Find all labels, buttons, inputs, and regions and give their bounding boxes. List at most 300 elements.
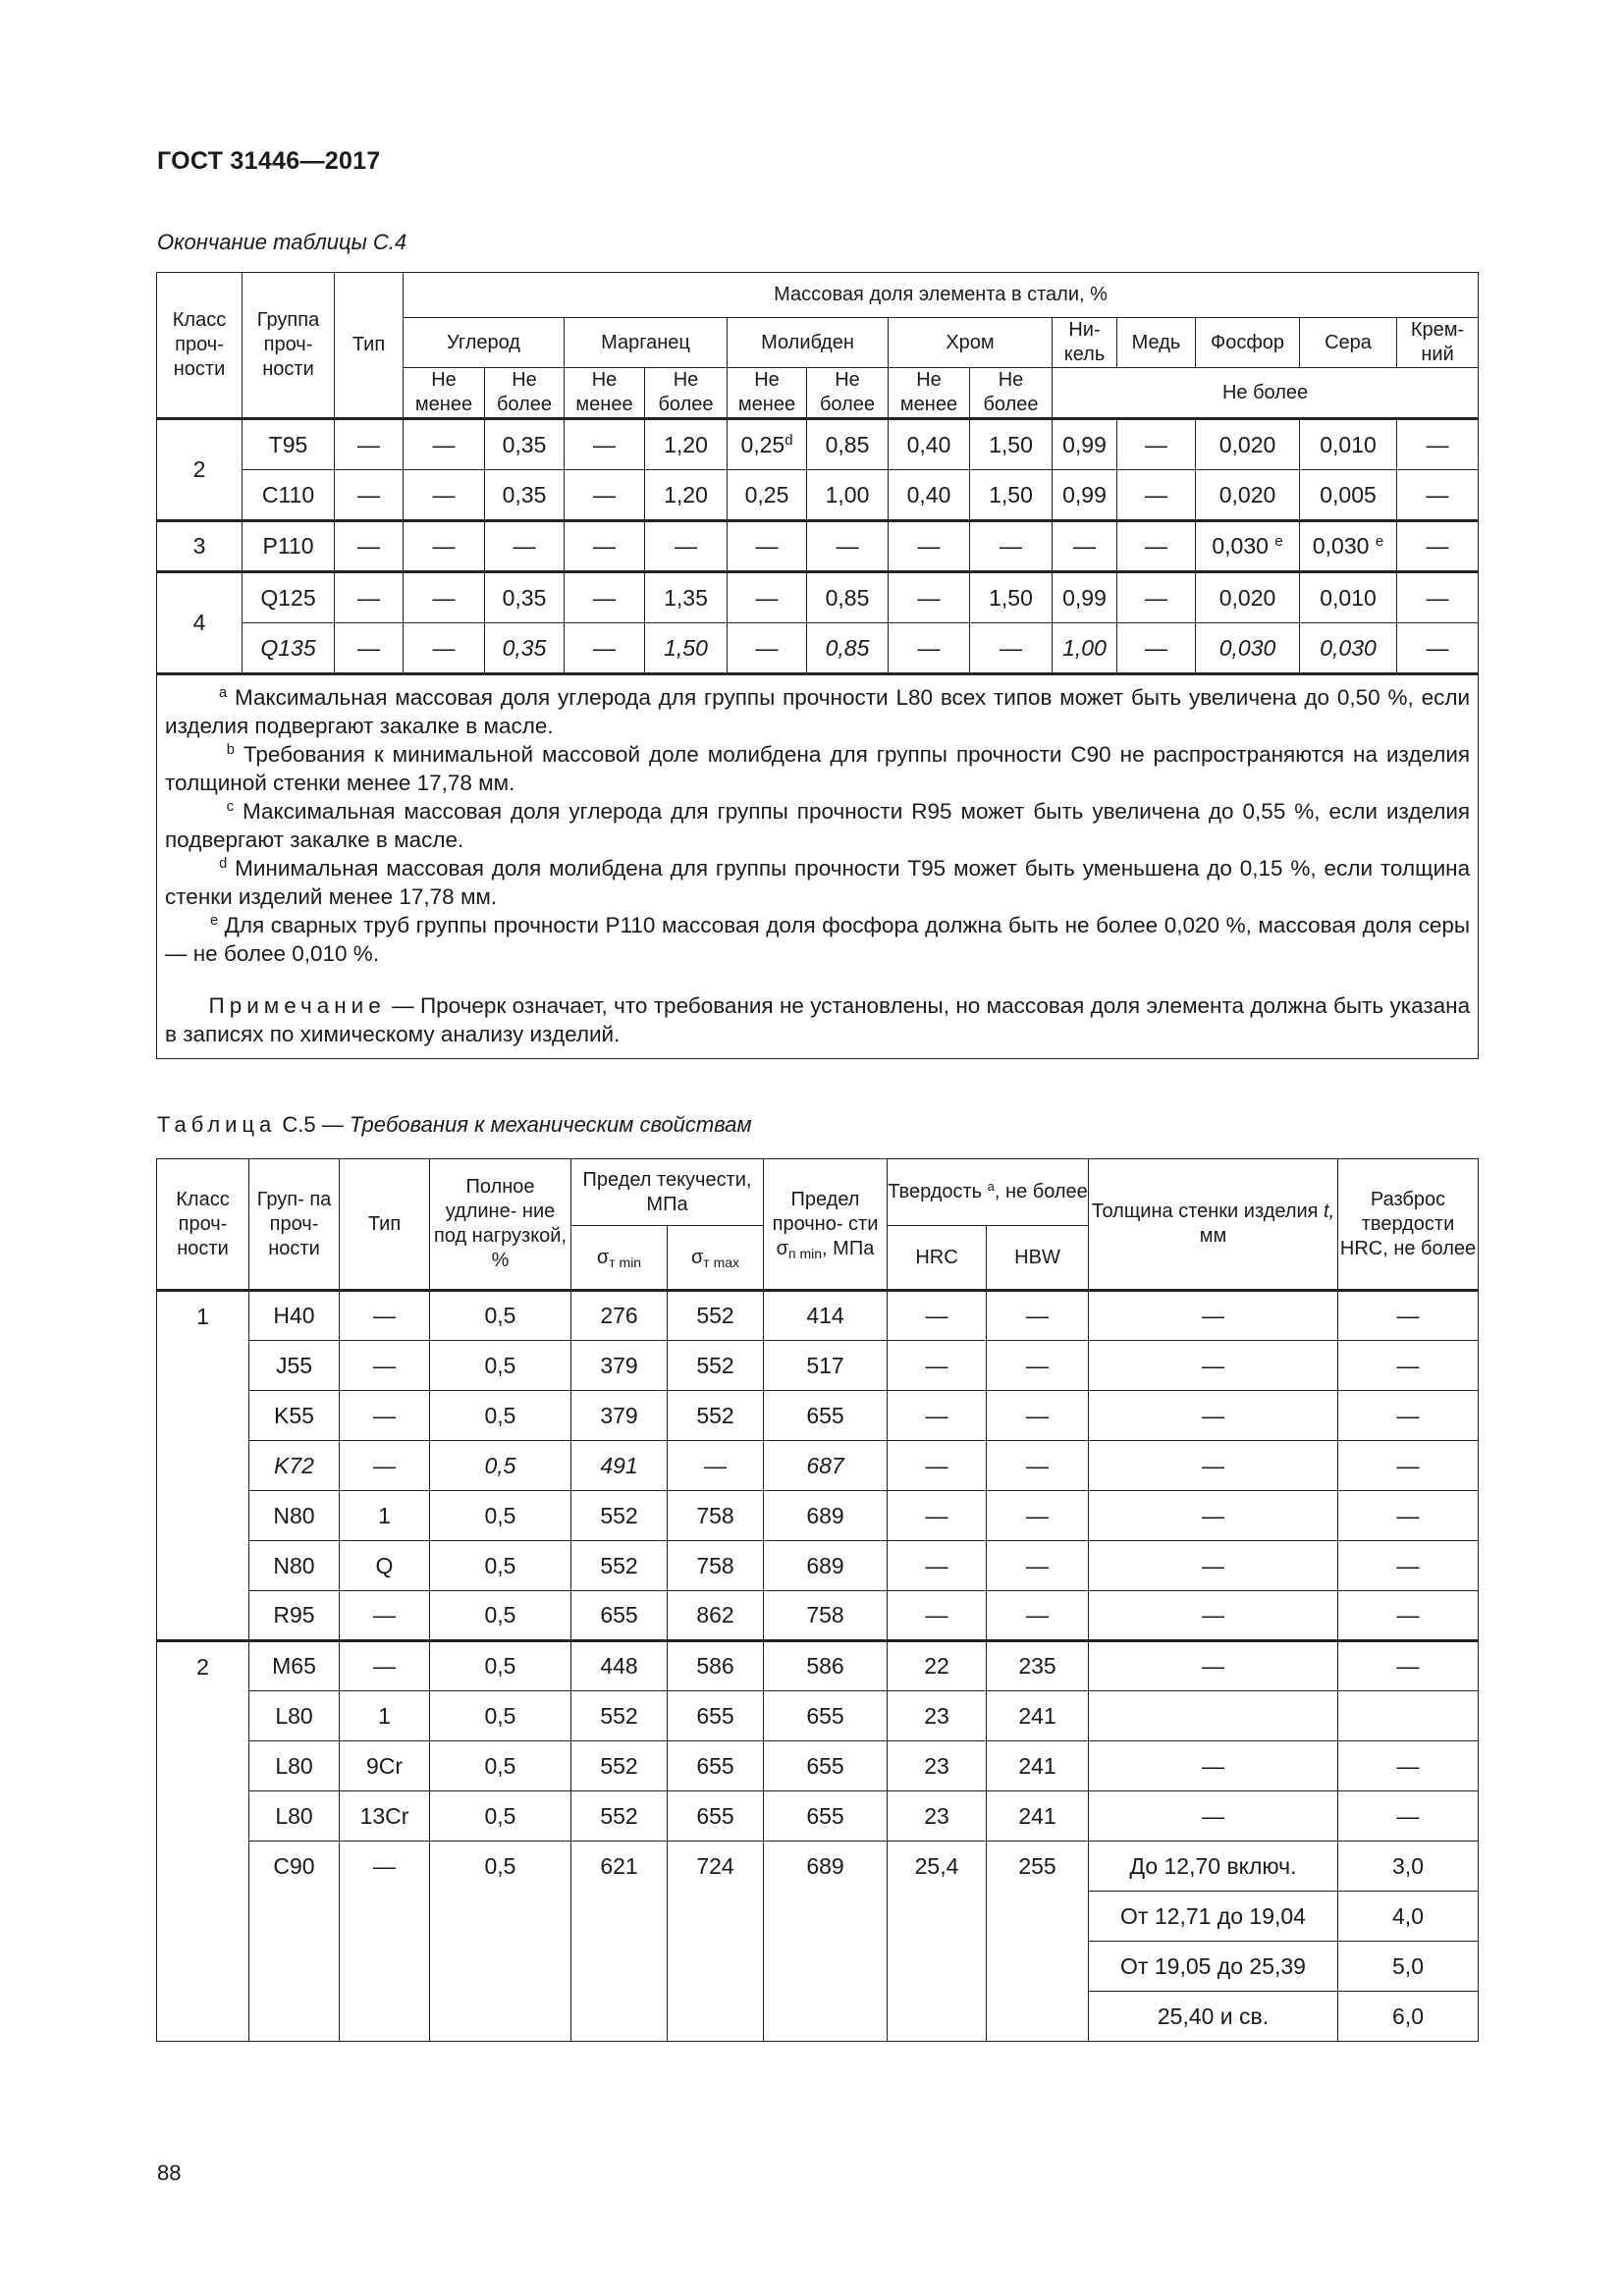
cell: 0,005 — [1300, 470, 1397, 521]
cell: — — [1117, 521, 1196, 572]
cell: 655 — [764, 1791, 888, 1842]
cell: 552 — [571, 1791, 668, 1842]
cell: 655 — [571, 1591, 668, 1641]
cell-group: P110 — [243, 521, 335, 572]
yield-max-subscript: т max — [703, 1254, 740, 1270]
cell: — — [1338, 1741, 1479, 1791]
cell: — — [565, 572, 645, 623]
header-nickel: Ни- кель — [1053, 318, 1117, 368]
cell: 0,40 — [889, 419, 970, 470]
caption-title: Требования к механическим свойствам — [349, 1112, 752, 1137]
table-footnotes — [157, 674, 1479, 1059]
cell — [1196, 521, 1300, 572]
header-hbw: HBW — [987, 1226, 1089, 1291]
cell: — — [404, 470, 485, 521]
cell: — — [987, 1491, 1089, 1541]
cell-group: C90 — [249, 1842, 340, 2042]
cell: — — [340, 1641, 430, 1691]
cell-spread: 3,0 — [1338, 1842, 1479, 1892]
tensile-unit: , МПа — [822, 1237, 875, 1259]
header-phosphorus: Фосфор — [1196, 318, 1300, 368]
cell: 758 — [668, 1491, 764, 1541]
cell-group: M65 — [249, 1641, 340, 1691]
cell: 1,00 — [1053, 623, 1117, 674]
cell-class: 3 — [157, 521, 243, 572]
cell: 0,5 — [430, 1791, 571, 1842]
cell: 862 — [668, 1591, 764, 1641]
cell: 0,5 — [430, 1541, 571, 1591]
cell: — — [1089, 1641, 1338, 1691]
cell-group: Q135 — [243, 623, 335, 674]
table-row — [157, 1591, 1479, 1641]
cell: — — [1338, 1291, 1479, 1341]
cell: 0,25 — [728, 470, 807, 521]
footnote-c — [165, 797, 1470, 854]
cell: — — [970, 623, 1053, 674]
cell: 689 — [764, 1541, 888, 1591]
cell: — — [987, 1391, 1089, 1441]
cell: 1,50 — [970, 572, 1053, 623]
cell: — — [889, 623, 970, 674]
cell: — — [728, 521, 807, 572]
cell: 0,020 — [1196, 470, 1300, 521]
cell: — — [340, 1291, 430, 1341]
table-row — [157, 1291, 1479, 1341]
footnote-ref: d — [784, 431, 793, 449]
wall-label: Толщина стенки изделия — [1091, 1201, 1319, 1222]
cell: 758 — [668, 1541, 764, 1591]
table-row — [157, 572, 1479, 623]
cell: 0,40 — [889, 470, 970, 521]
cell-value: 0,030 — [1212, 533, 1269, 559]
cell: 1,50 — [970, 419, 1053, 470]
cell: 724 — [668, 1842, 764, 2042]
cell: 1,00 — [807, 470, 889, 521]
cell: 0,35 — [485, 419, 565, 470]
cell: 0,99 — [1053, 470, 1117, 521]
cell: — — [1338, 1641, 1479, 1691]
cell-group: L80 — [249, 1741, 340, 1791]
cell-spread: 6,0 — [1338, 1992, 1479, 2042]
cell: 414 — [764, 1291, 888, 1341]
cell: 621 — [571, 1842, 668, 2042]
cell-group: L80 — [249, 1691, 340, 1741]
cell: — — [1117, 623, 1196, 674]
cell: — — [565, 470, 645, 521]
cell: — — [1397, 419, 1479, 470]
cell: — — [888, 1591, 987, 1641]
header-min: Не менее — [728, 368, 807, 419]
cell: — — [888, 1391, 987, 1441]
cell: — — [888, 1291, 987, 1341]
cell: 23 — [888, 1791, 987, 1842]
cell-group: R95 — [249, 1591, 340, 1641]
cell: — — [565, 521, 645, 572]
cell: — — [888, 1441, 987, 1491]
cell: 552 — [668, 1291, 764, 1341]
table-note — [165, 991, 1470, 1048]
cell: — — [1338, 1391, 1479, 1441]
cell: 0,5 — [430, 1842, 571, 2042]
footnote-mark: b — [226, 741, 235, 758]
header-class: Класс проч- ности — [157, 1159, 249, 1291]
header-copper: Медь — [1117, 318, 1196, 368]
cell: 25,4 — [888, 1842, 987, 2042]
cell: 0,5 — [430, 1741, 571, 1791]
cell: 0,85 — [807, 572, 889, 623]
yield-min-subscript: т min — [609, 1254, 642, 1270]
cell: 379 — [571, 1341, 668, 1391]
cell: — — [565, 419, 645, 470]
cell: — — [1397, 521, 1479, 572]
cell: — — [335, 470, 404, 521]
cell-wall-range: От 12,71 до 19,04 — [1089, 1892, 1338, 1942]
cell: 552 — [571, 1541, 668, 1591]
cell: — — [987, 1441, 1089, 1491]
cell-value: 0,25 — [740, 431, 785, 457]
header-class: Класс проч- ности — [157, 273, 243, 419]
cell: 0,35 — [485, 623, 565, 674]
wall-variable: t, — [1318, 1201, 1335, 1222]
cell-group: J55 — [249, 1341, 340, 1391]
table-c5 — [156, 1158, 1479, 2042]
cell: 655 — [668, 1791, 764, 1842]
cell-wall-range: До 12,70 включ. — [1089, 1842, 1338, 1892]
tensile-label: Предел прочно- сти — [772, 1188, 879, 1235]
cell: 552 — [571, 1741, 668, 1791]
cell: 586 — [764, 1641, 888, 1691]
cell-group: K72 — [249, 1441, 340, 1491]
cell: — — [1338, 1341, 1479, 1391]
cell — [1089, 1691, 1338, 1741]
cell: — — [987, 1291, 1089, 1341]
cell: 0,35 — [485, 572, 565, 623]
cell: — — [335, 521, 404, 572]
header-hrc: HRC — [888, 1226, 987, 1291]
cell-group: N80 — [249, 1491, 340, 1541]
cell: Q — [340, 1541, 430, 1591]
footnote-ref: e — [1274, 532, 1283, 550]
table-row — [157, 1741, 1479, 1791]
footnote-d — [165, 854, 1470, 911]
cell: 241 — [987, 1691, 1089, 1741]
header-manganese: Марганец — [565, 318, 728, 368]
cell: — — [728, 623, 807, 674]
cell: — — [888, 1541, 987, 1591]
sigma-symbol: σ — [776, 1237, 789, 1259]
footnote-ref: a — [987, 1178, 995, 1194]
cell-group: N80 — [249, 1541, 340, 1591]
footnotes-cell — [157, 674, 1479, 1059]
cell: — — [1397, 470, 1479, 521]
cell: 1,20 — [645, 419, 728, 470]
cell: 655 — [764, 1391, 888, 1441]
cell: — — [987, 1591, 1089, 1641]
cell: — — [404, 521, 485, 572]
cell: — — [1117, 572, 1196, 623]
table-row — [157, 1341, 1479, 1391]
footnote-mark: a — [219, 684, 228, 701]
header-tensile — [764, 1159, 888, 1291]
table-row — [157, 470, 1479, 521]
cell: 241 — [987, 1791, 1089, 1842]
cell: — — [888, 1341, 987, 1391]
header-group: Группа проч- ности — [243, 273, 335, 419]
cell-group: K55 — [249, 1391, 340, 1441]
cell: — — [335, 623, 404, 674]
footnote-text: Максимальная массовая доля углерода для группы прочности L80 всех типов может быть увеличена до 0,50 %, если изделия подвергают закалке в масле. — [165, 685, 1471, 738]
cell: 552 — [571, 1491, 668, 1541]
cell: — — [1089, 1391, 1338, 1441]
header-hardness — [888, 1159, 1089, 1226]
cell: 235 — [987, 1641, 1089, 1691]
cell: 0,5 — [430, 1341, 571, 1391]
cell: — — [1338, 1441, 1479, 1491]
sigma-symbol: σ — [690, 1246, 704, 1268]
cell: — — [340, 1441, 430, 1491]
cell: 22 — [888, 1641, 987, 1691]
footnote-mark: c — [226, 798, 235, 815]
cell: 586 — [668, 1641, 764, 1691]
cell — [1338, 1691, 1479, 1741]
header-yield-max — [668, 1226, 764, 1291]
cell: — — [1089, 1441, 1338, 1491]
cell: 0,35 — [485, 470, 565, 521]
header-molybdenum: Молибден — [728, 318, 889, 368]
cell: 552 — [668, 1341, 764, 1391]
cell: — — [807, 521, 889, 572]
cell: 0,030 — [1196, 623, 1300, 674]
cell: 379 — [571, 1391, 668, 1441]
header-wall-thickness — [1089, 1159, 1338, 1291]
cell: 241 — [987, 1741, 1089, 1791]
cell: 1,20 — [645, 470, 728, 521]
cell: 0,99 — [1053, 419, 1117, 470]
cell-spread: 4,0 — [1338, 1892, 1479, 1942]
cell: — — [889, 572, 970, 623]
table-c4 — [156, 272, 1479, 1059]
cell-group: Q125 — [243, 572, 335, 623]
header-sulfur: Сера — [1300, 318, 1397, 368]
note-text: — Прочерк означает, что требования не установлены, но массовая доля элемента должна быть указана в записях по химическому анализу изделий. — [165, 993, 1471, 1046]
cell: 255 — [987, 1842, 1089, 2042]
table-row — [157, 521, 1479, 572]
cell: 0,030 — [1300, 623, 1397, 674]
cell: 0,5 — [430, 1691, 571, 1741]
table-row — [157, 1441, 1479, 1491]
note-label: Примечание — [208, 993, 386, 1018]
cell: — — [1089, 1591, 1338, 1641]
cell: 552 — [571, 1691, 668, 1741]
header-group: Груп- па проч- ности — [249, 1159, 340, 1291]
header-max: Не более — [807, 368, 889, 419]
cell: 0,010 — [1300, 572, 1397, 623]
cell: 655 — [668, 1741, 764, 1791]
cell: 1,50 — [645, 623, 728, 674]
cell: 1 — [340, 1491, 430, 1541]
cell: 0,85 — [807, 419, 889, 470]
cell: 0,020 — [1196, 572, 1300, 623]
cell-value: 0,030 — [1312, 533, 1370, 559]
footnote-e — [165, 911, 1470, 968]
header-min: Не менее — [404, 368, 485, 419]
table-c4-caption: Окончание таблицы С.4 — [157, 230, 407, 254]
footnote-text: Минимальная массовая доля молибдена для группы прочности Т95 может быть уменьшена до 0,15 %, если толщина стенки изделий менее 17,78 мм. — [165, 856, 1471, 909]
cell — [728, 419, 807, 470]
header-type: Тип — [340, 1159, 430, 1291]
table-row — [157, 1391, 1479, 1441]
footnote-ref: e — [1375, 532, 1384, 550]
footnote-mark: e — [209, 912, 219, 929]
cell: — — [888, 1491, 987, 1541]
cell: 0,5 — [430, 1391, 571, 1441]
cell: — — [987, 1541, 1089, 1591]
cell-spread: 5,0 — [1338, 1942, 1479, 1992]
cell: 687 — [764, 1441, 888, 1491]
wall-unit: мм — [1199, 1225, 1227, 1247]
cell: — — [1338, 1791, 1479, 1842]
header-elongation: Полное удлине- ние под нагрузкой, % — [430, 1159, 571, 1291]
table-row — [157, 1641, 1479, 1691]
cell: — — [1089, 1741, 1338, 1791]
cell-class: 1 — [157, 1291, 249, 1641]
cell: — — [728, 572, 807, 623]
cell: — — [1397, 623, 1479, 674]
header-min: Не менее — [889, 368, 970, 419]
cell: — — [340, 1842, 430, 2042]
cell: — — [1089, 1541, 1338, 1591]
cell: 491 — [571, 1441, 668, 1491]
header-min: Не менее — [565, 368, 645, 419]
sigma-symbol: σ — [596, 1246, 610, 1268]
cell: — — [889, 521, 970, 572]
cell: 0,5 — [430, 1641, 571, 1691]
tensile-subscript: п min — [788, 1245, 823, 1261]
cell: — — [340, 1341, 430, 1391]
cell — [1300, 521, 1397, 572]
cell: — — [1089, 1491, 1338, 1541]
page-number: 88 — [157, 2161, 182, 2185]
cell: — — [340, 1391, 430, 1441]
header-max: Не более — [485, 368, 565, 419]
table-c5-caption — [157, 1112, 752, 1138]
cell: — — [1338, 1541, 1479, 1591]
header-yield-min — [571, 1226, 668, 1291]
cell: — — [335, 572, 404, 623]
cell-group: T95 — [243, 419, 335, 470]
cell-group: L80 — [249, 1791, 340, 1842]
cell: — — [987, 1341, 1089, 1391]
cell: 552 — [668, 1391, 764, 1441]
cell: 655 — [764, 1741, 888, 1791]
header-mass-fraction: Массовая доля элемента в стали, % — [404, 273, 1479, 318]
cell: 0,010 — [1300, 419, 1397, 470]
header-chromium: Хром — [889, 318, 1053, 368]
header-max: Не более — [970, 368, 1053, 419]
cell: 0,020 — [1196, 419, 1300, 470]
table-row — [157, 623, 1479, 674]
cell: 0,99 — [1053, 572, 1117, 623]
cell: — — [970, 521, 1053, 572]
cell: — — [404, 623, 485, 674]
cell: — — [1089, 1341, 1338, 1391]
header-max-all: Не более — [1053, 368, 1479, 419]
cell: 758 — [764, 1591, 888, 1641]
cell: 448 — [571, 1641, 668, 1691]
document-header: ГОСТ 31446—2017 — [157, 147, 381, 175]
cell: 689 — [764, 1491, 888, 1541]
footnote-mark: d — [219, 855, 228, 872]
cell: — — [1338, 1591, 1479, 1641]
cell: — — [404, 572, 485, 623]
table-row — [157, 1791, 1479, 1842]
cell: 0,5 — [430, 1591, 571, 1641]
cell: 1,50 — [970, 470, 1053, 521]
cell: — — [1338, 1491, 1479, 1541]
cell: 0,5 — [430, 1491, 571, 1541]
table-row — [157, 1691, 1479, 1741]
cell: — — [1089, 1791, 1338, 1842]
footnote-b — [165, 740, 1470, 797]
cell-group: H40 — [249, 1291, 340, 1341]
cell: — — [404, 419, 485, 470]
cell: — — [645, 521, 728, 572]
footnote-text: Максимальная массовая доля углерода для группы прочности R95 может быть увеличена до 0,55 %, если изделия подвергают закалке в масле. — [165, 799, 1471, 852]
cell: — — [1117, 470, 1196, 521]
cell: 9Cr — [340, 1741, 430, 1791]
table-row — [157, 419, 1479, 470]
cell: 1 — [340, 1691, 430, 1741]
caption-label: Таблица — [157, 1112, 277, 1137]
cell: 276 — [571, 1291, 668, 1341]
cell-wall-range: От 19,05 до 25,39 — [1089, 1942, 1338, 1992]
header-yield: Предел текучести, МПа — [571, 1159, 764, 1226]
cell: — — [1089, 1291, 1338, 1341]
cell-class: 2 — [157, 419, 243, 521]
cell-class: 2 — [157, 1641, 249, 2042]
cell-class: 4 — [157, 572, 243, 674]
cell: 0,85 — [807, 623, 889, 674]
header-carbon: Углерод — [404, 318, 565, 368]
hardness-label: Твердость — [888, 1181, 983, 1202]
cell-wall-range: 25,40 и св. — [1089, 1992, 1338, 2042]
table-row — [157, 1491, 1479, 1541]
cell: — — [1397, 572, 1479, 623]
cell: 23 — [888, 1691, 987, 1741]
table-row — [157, 1842, 1479, 1892]
cell: 1,35 — [645, 572, 728, 623]
cell: 0,5 — [430, 1291, 571, 1341]
table-row — [157, 1541, 1479, 1591]
cell: — — [340, 1591, 430, 1641]
cell: — — [1053, 521, 1117, 572]
cell: — — [668, 1441, 764, 1491]
footnote-text: Требования к минимальной массовой доле молибдена для группы прочности С90 не распространяются на изделия толщиной стенки менее 17,78 мм. — [165, 742, 1471, 795]
cell: 23 — [888, 1741, 987, 1791]
cell: — — [335, 419, 404, 470]
cell: 13Cr — [340, 1791, 430, 1842]
header-max: Не более — [645, 368, 728, 419]
cell: 689 — [764, 1842, 888, 2042]
cell: 0,5 — [430, 1441, 571, 1491]
cell-group: C110 — [243, 470, 335, 521]
header-silicon: Крем- ний — [1397, 318, 1479, 368]
cell: — — [1117, 419, 1196, 470]
header-hardness-spread: Разброс твердости HRC, не более — [1338, 1159, 1479, 1291]
cell: 655 — [668, 1691, 764, 1741]
hardness-rest: , не более — [994, 1181, 1088, 1202]
cell: 517 — [764, 1341, 888, 1391]
